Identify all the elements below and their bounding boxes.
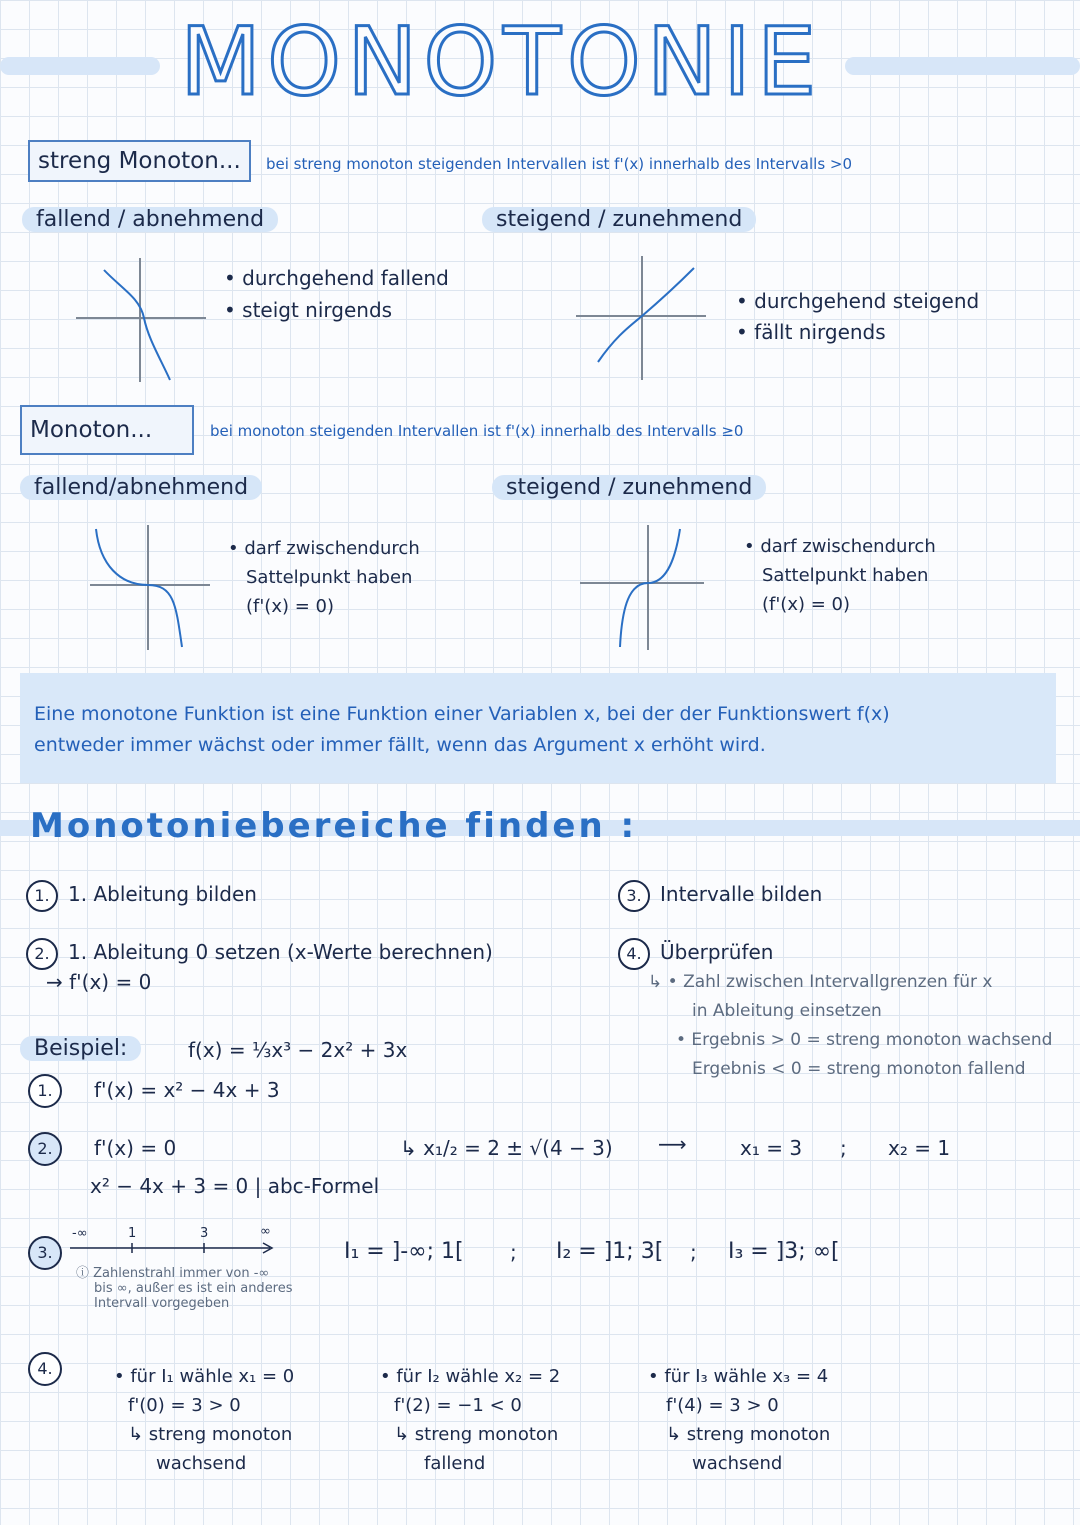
method-title: Monotoniebereiche finden : — [30, 806, 638, 846]
solution-arrow: ⟶ — [658, 1132, 687, 1156]
example-step-1-badge: 1. — [28, 1074, 62, 1108]
graph-curve — [620, 529, 680, 647]
method-step-2: 2. 1. Ableitung 0 setzen (x-Werte berechnen) — [26, 936, 493, 970]
monotone-rising-graph — [580, 525, 704, 650]
example-step-4-badge: 4. — [28, 1352, 62, 1386]
number-line-label-neg-inf: -∞ — [72, 1226, 88, 1241]
example-x2: x₂ = 1 — [888, 1136, 951, 1160]
strict-monotone-note: bei streng monoton steigenden Intervallen ist f'(x) innerhalb des Intervalls >0 — [266, 155, 853, 173]
number-line-label-3: 3 — [200, 1226, 209, 1241]
strict-monotone-label: streng Monoton... — [28, 140, 251, 182]
number-line-note: ⓘ Zahlenstrahl immer von -∞ bis ∞, außer es ist ein anderes Intervall vorgegeben — [76, 1266, 293, 1311]
number-line-label-inf: ∞ — [260, 1224, 271, 1239]
strict-falling-point-1: • durchgehend fallend — [224, 266, 449, 290]
method-step-2-sub: → f'(x) = 0 — [46, 970, 152, 994]
strict-falling-header: fallend / abnehmend — [22, 207, 278, 232]
definition-line-1: Eine monotone Funktion ist eine Funktion einer Variablen x, bei der der Funktionswert f(x) — [34, 703, 890, 725]
graph-curve — [96, 529, 182, 647]
interval-2: I₂ = ]1; 3[ — [556, 1239, 664, 1264]
step-number: 2. — [26, 938, 58, 970]
example-step-3-badge: 3. — [28, 1236, 62, 1270]
method-step-4: 4. Überprüfen — [618, 936, 773, 970]
example-abc-formula: ↳ x₁/₂ = 2 ± √(4 − 3) — [400, 1136, 613, 1160]
example-step-2-badge: 2. — [28, 1132, 62, 1166]
page-title: MONOTONIE — [180, 8, 823, 117]
interval-separator: ; — [510, 1240, 517, 1264]
step-number: 1. — [26, 880, 58, 912]
interval-1: I₁ = ]-∞; 1[ — [344, 1239, 464, 1264]
number-line-label-1: 1 — [128, 1226, 137, 1241]
monotone-falling-graph — [90, 525, 210, 650]
strict-rising-graph — [576, 256, 706, 380]
monotone-rising-note: • darf zwischendurch Sattelpunkt haben (f'(x) = 0) — [744, 536, 936, 615]
strict-rising-header: steigend / zunehmend — [482, 207, 756, 232]
number-line — [70, 1226, 280, 1256]
step-number: 3. — [618, 880, 650, 912]
method-step-4-details: ↳ • Zahl zwischen Intervallgrenzen für x in Ableitung einsetzen • Ergebnis > 0 = streng monoton wachsend Ergebnis < 0 = streng monoton fallend — [648, 972, 1053, 1079]
check-interval-2: • für I₂ wähle x₂ = 2 f'(2) = −1 < 0 ↳ streng monoton fallend — [380, 1366, 561, 1474]
solution-separator: ; — [840, 1136, 847, 1160]
monotone-rising-header: steigend / zunehmend — [492, 475, 766, 500]
strict-rising-point-2: • fällt nirgends — [736, 320, 886, 344]
monotone-label: Monoton... — [20, 405, 194, 455]
monotone-falling-header: fallend/abnehmend — [20, 475, 262, 500]
example-function: f(x) = ⅓x³ − 2x² + 3x — [188, 1038, 408, 1062]
method-step-1: 1. 1. Ableitung bilden — [26, 878, 257, 912]
monotone-falling-note: • darf zwischendurch Sattelpunkt haben (f'(x) = 0) — [228, 538, 420, 617]
title-underline-right — [845, 57, 1080, 75]
example-label: Beispiel: — [20, 1036, 141, 1061]
title-underline-left — [0, 57, 160, 75]
example-equation: x² − 4x + 3 = 0 | abc-Formel — [90, 1174, 380, 1198]
graph-curve — [104, 270, 170, 380]
interval-3: I₃ = ]3; ∞[ — [728, 1239, 840, 1264]
check-interval-3: • für I₃ wähle x₃ = 4 f'(4) = 3 > 0 ↳ streng monoton wachsend — [648, 1366, 831, 1474]
interval-separator: ; — [690, 1240, 697, 1264]
strict-falling-graph — [76, 258, 206, 382]
example-x1: x₁ = 3 — [740, 1136, 803, 1160]
method-step-3: 3. Intervalle bilden — [618, 878, 822, 912]
strict-falling-point-2: • steigt nirgends — [224, 298, 393, 322]
definition-line-2: entweder immer wächst oder immer fällt, wenn das Argument x erhöht wird. — [34, 734, 766, 756]
check-interval-1: • für I₁ wähle x₁ = 0 f'(0) = 3 > 0 ↳ streng monoton wachsend — [114, 1366, 295, 1474]
example-set-zero: f'(x) = 0 — [94, 1136, 177, 1160]
strict-rising-point-1: • durchgehend steigend — [736, 289, 980, 313]
step-number: 4. — [618, 938, 650, 970]
monotone-note: bei monoton steigenden Intervallen ist f'(x) innerhalb des Intervalls ≥0 — [210, 422, 744, 440]
example-derivative: f'(x) = x² − 4x + 3 — [94, 1078, 280, 1102]
